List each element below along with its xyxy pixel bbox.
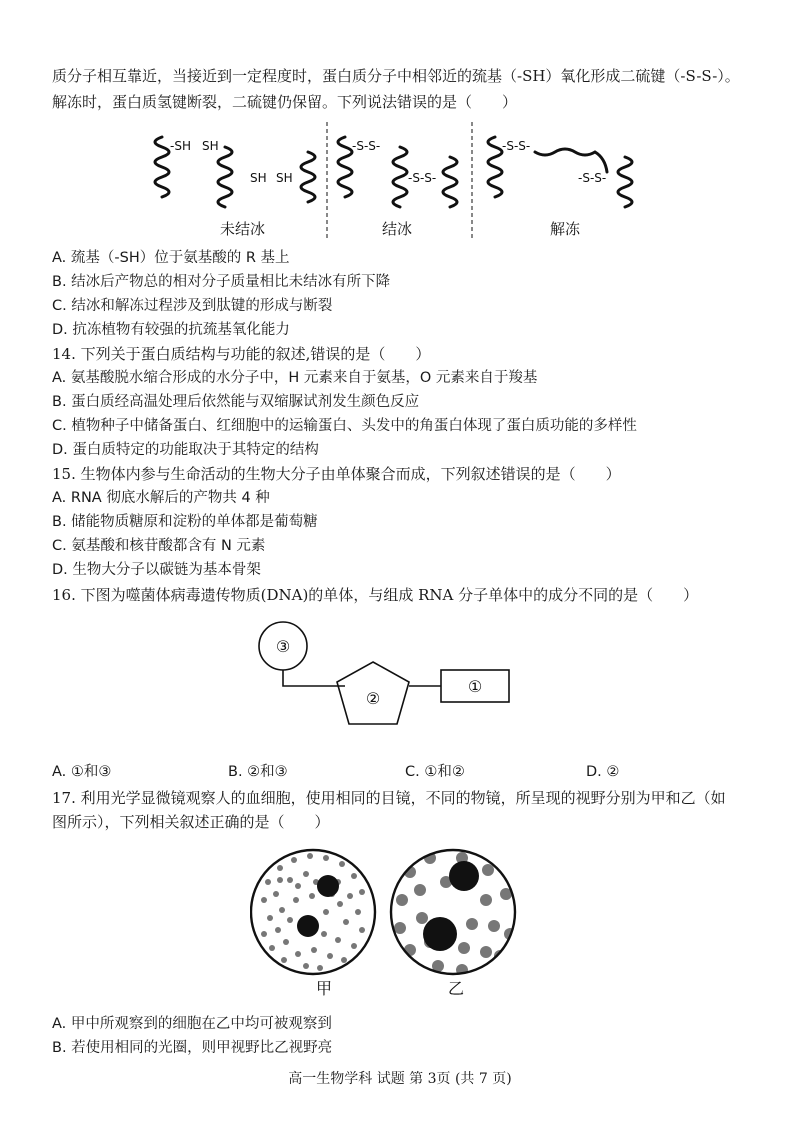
q17-stem-line1: 17. 利用光学显微镜观察人的血细胞，使用相同的目镜，不同的物镜，所呈现的视野分别为甲和乙（如 xyxy=(52,789,726,807)
sh-label: -SH xyxy=(170,139,191,153)
q13-option-b: B. 结冰后产物总的相对分子质量相比未结冰有所下降 xyxy=(52,274,391,290)
label-1: ① xyxy=(467,677,483,696)
linker-line xyxy=(283,670,345,686)
q13-option-c: C. 结冰和解冻过程涉及到肽键的形成与断裂 xyxy=(52,298,333,314)
q17-option-b: B. 若使用相同的光圈，则甲视野比乙视野亮 xyxy=(52,1040,333,1056)
protein-chain xyxy=(155,137,169,197)
protein-chain xyxy=(218,147,232,207)
q15-option-c: C. 氨基酸和核苷酸都含有 N 元素 xyxy=(52,538,266,554)
white-blood-cell xyxy=(317,875,339,897)
label-yi: 乙 xyxy=(447,979,465,998)
white-blood-cell xyxy=(297,915,319,937)
q15-option-a: A. RNA 彻底水解后的产物共 4 种 xyxy=(52,490,270,506)
q17-stem-line2: 图所示），下列相关叙述正确的是（ ） xyxy=(52,813,330,831)
field-jia-cells xyxy=(261,853,365,971)
protein-chain xyxy=(618,157,632,207)
q14-stem: 14. 下列关于蛋白质结构与功能的叙述,错误的是（ ） xyxy=(52,345,431,363)
sh-label: SH xyxy=(276,171,293,185)
q15-stem: 15. 生物体内参与生命活动的生物大分子由单体聚合而成，下列叙述错误的是（ ） xyxy=(52,465,621,483)
q13-option-d: D. 抗冻植物有较强的抗巯基氧化能力 xyxy=(52,322,290,338)
q15-option-d: D. 生物大分子以碳链为基本骨架 xyxy=(52,562,261,578)
white-blood-cell xyxy=(423,917,457,951)
label-thawed: 解冻 xyxy=(550,220,581,238)
q14-option-c: C. 植物种子中储备蛋白、红细胞中的运输蛋白、头发中的角蛋白体现了蛋白质功能的多样性 xyxy=(52,418,637,434)
q16-option-a: A. ①和③ xyxy=(52,764,112,780)
q16-option-b: B. ②和③ xyxy=(228,764,288,780)
q13-stem-line1: 质分子相互靠近，当接近到一定程度时，蛋白质分子中相邻近的巯基（-SH）氧化形成二硫键（-S-S-）。 xyxy=(52,67,740,85)
ss-label: -S-S- xyxy=(352,139,381,153)
q14-option-a: A. 氨基酸脱水缩合形成的水分子中，H 元素来自于氨基，O 元素来自于羧基 xyxy=(52,370,538,386)
q16-stem: 16. 下图为噬菌体病毒遗传物质(DNA)的单体，与组成 RNA 分子单体中的成分不同的是（ ） xyxy=(52,586,699,604)
q16-nucleotide-figure xyxy=(245,616,525,746)
protein-chain xyxy=(443,157,457,207)
q15-option-b: B. 储能物质糖原和淀粉的单体都是葡萄糖 xyxy=(52,514,318,530)
ss-label: -S-S- xyxy=(578,171,607,185)
protein-chain xyxy=(488,137,502,197)
q16-option-c: C. ①和② xyxy=(405,764,465,780)
q17-microscope-fields xyxy=(250,842,550,1002)
sh-label: SH xyxy=(202,139,219,153)
label-3: ③ xyxy=(275,637,291,656)
ss-label: -S-S- xyxy=(408,171,437,185)
label-unfrozen: 未结冰 xyxy=(220,220,266,238)
q13-protein-freezing-figure xyxy=(130,122,670,242)
q13-option-a: A. 巯基（-SH）位于氨基酸的 R 基上 xyxy=(52,250,290,266)
ss-label: -S-S- xyxy=(502,139,531,153)
q13-stem-line2: 解冻时，蛋白质氢键断裂，二硫键仍保留。下列说法错误的是（ ） xyxy=(52,93,518,111)
sh-label: SH xyxy=(250,171,267,185)
q14-option-d: D. 蛋白质特定的功能取决于其特定的结构 xyxy=(52,442,319,458)
white-blood-cell xyxy=(449,861,479,891)
page-footer: 高一生物学科 试题 第 3页 (共 7 页) xyxy=(288,1071,512,1087)
label-2: ② xyxy=(365,689,381,708)
q17-option-a: A. 甲中所观察到的细胞在乙中均可被观察到 xyxy=(52,1016,332,1032)
protein-chain xyxy=(301,152,315,202)
label-jia: 甲 xyxy=(315,979,333,998)
protein-chain xyxy=(535,149,607,172)
label-frozen: 结冰 xyxy=(382,220,413,238)
q16-option-d: D. ② xyxy=(586,764,620,780)
protein-chain xyxy=(338,137,352,197)
q14-option-b: B. 蛋白质经高温处理后依然能与双缩脲试剂发生颜色反应 xyxy=(52,394,420,410)
protein-chain xyxy=(393,147,407,207)
